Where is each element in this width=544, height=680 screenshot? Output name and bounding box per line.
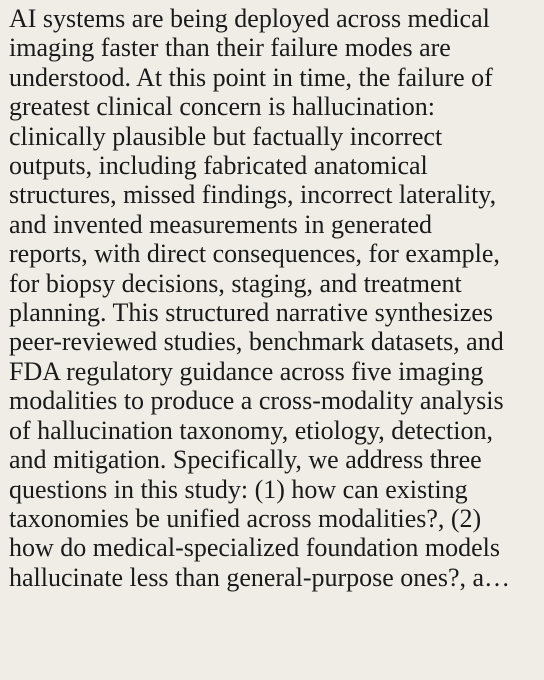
text-line: modalities to produce a cross-modality analysis (9, 386, 504, 416)
text-line: greatest clinical concern is hallucination: (9, 92, 435, 122)
text-line: planning. This structured narrative synthesizes (9, 298, 494, 328)
text-line: imaging faster than their failure modes are (9, 33, 451, 63)
text-line: outputs, including fabricated anatomical (9, 151, 428, 181)
text-line: and invented measurements in generated (9, 209, 433, 239)
text-line: FDA regulatory guidance across five imaging (9, 356, 484, 386)
text-line: how do medical-specialized foundation models (9, 533, 500, 563)
text-line: peer-reviewed studies, benchmark datasets, and (9, 327, 504, 357)
text-line: for biopsy decisions, staging, and treatment (9, 268, 462, 298)
text-line: clinically plausible but factually incorrect (9, 121, 443, 151)
text-line: and mitigation. Specifically, we address three (9, 445, 482, 475)
text-line: of hallucination taxonomy, etiology, detection, (9, 415, 494, 445)
text-line: hallucinate less than general-purpose ones?, a… (9, 562, 511, 592)
text-line: questions in this study: (1) how can existing (9, 474, 468, 504)
text-line: understood. At this point in time, the failure of (9, 62, 493, 92)
text-line: AI systems are being deployed across medical (9, 4, 490, 33)
text-line: structures, missed findings, incorrect laterality, (9, 180, 497, 210)
text-line: taxonomies be unified across modalities?, (2) (9, 503, 482, 533)
text-line: reports, with direct consequences, for example, (9, 239, 500, 269)
